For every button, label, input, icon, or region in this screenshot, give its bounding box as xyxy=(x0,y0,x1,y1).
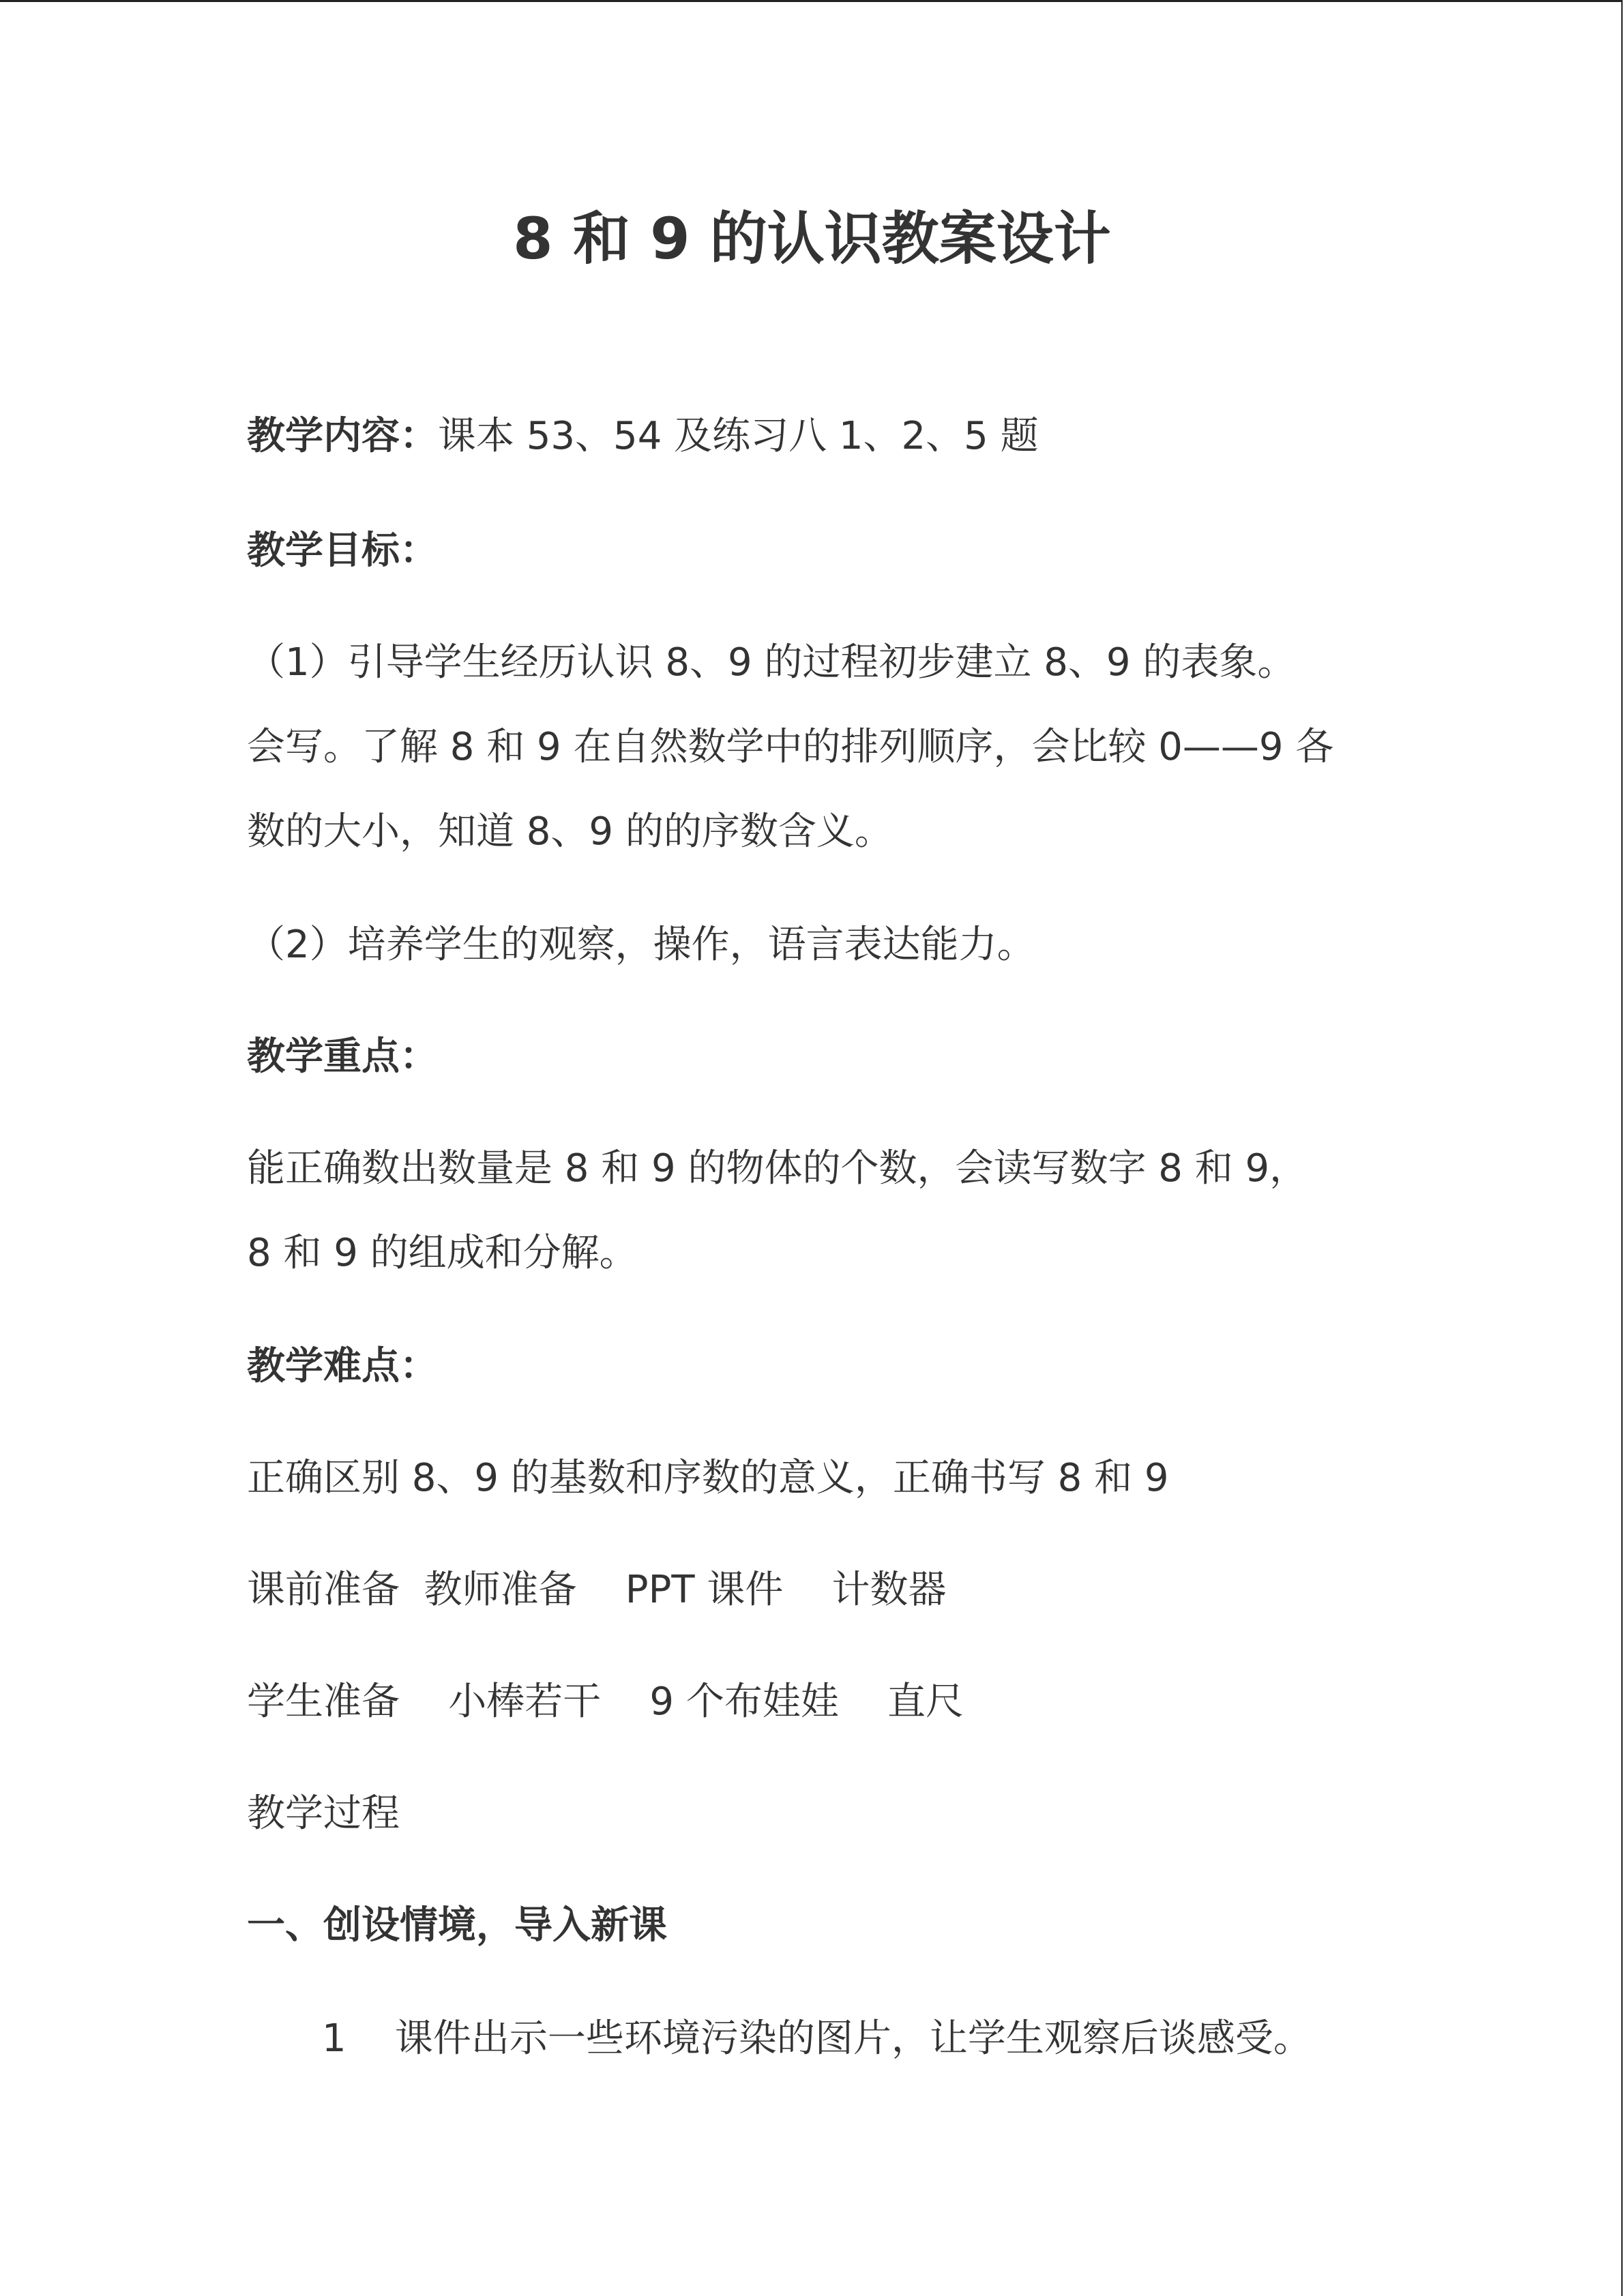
key-points-label: 教学重点： xyxy=(247,1034,438,1079)
content-label: 教学内容： xyxy=(247,414,438,458)
objective-1-line-3: 数的大小，知道 8、9 的的序数含义。 xyxy=(247,809,893,854)
content-text: 课本 53、54 及练习八 1、2、5 题 xyxy=(438,414,1039,458)
difficulties-text: 正确区别 8、9 的基数和序数的意义，正确书写 8 和 9 xyxy=(247,1456,1169,1500)
objective-1-line-2: 会写。了解 8 和 9 在自然数学中的排列顺序，会比较 0——9 各 xyxy=(247,725,1334,769)
key-points-line-2: 8 和 9 的组成和分解。 xyxy=(247,1231,638,1275)
process-label: 教学过程 xyxy=(247,1791,400,1836)
objective-1-line-1: （1）引导学生经历认识 8、9 的过程初步建立 8、9 的表象。 xyxy=(247,640,1296,685)
document-title: 8 和 9 的认识教案设计 xyxy=(513,205,1111,272)
section-1-step-1: 1 课件出示一些环境污染的图片，让学生观察后谈感受。 xyxy=(322,2016,1312,2061)
content-line xyxy=(247,409,1039,464)
objective-2: （2）培养学生的观察，操作，语言表达能力。 xyxy=(247,923,1035,967)
key-points-line-1: 能正确数出数量是 8 和 9 的物体的个数，会读写数字 8 和 9， xyxy=(247,1146,1308,1191)
objectives-label: 教学目标： xyxy=(247,528,438,573)
student-preparation: 学生准备 小棒若干 9 个布娃娃 直尺 xyxy=(247,1680,964,1724)
difficulties-label: 教学难点： xyxy=(247,1344,438,1388)
teacher-preparation: 课前准备 教师准备 PPT 课件 计数器 xyxy=(247,1568,947,1612)
section-1-heading: 一、创设情境，导入新课 xyxy=(247,1903,667,1948)
